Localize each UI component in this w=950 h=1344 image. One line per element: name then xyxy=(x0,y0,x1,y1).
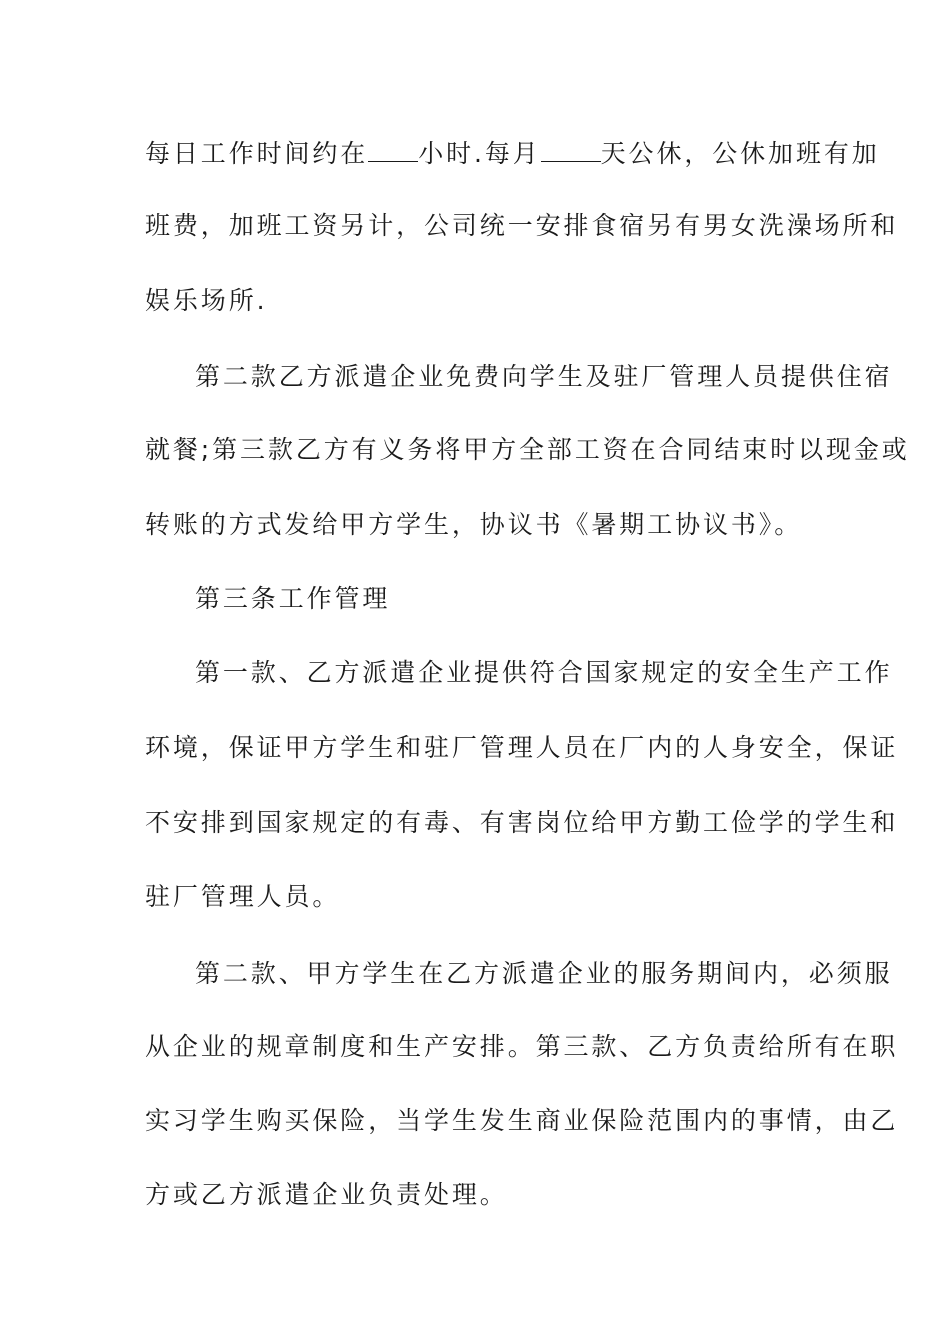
paragraph-line-5: 就餐;第三款乙方有义务将甲方全部工资在合同结束时以现金或 xyxy=(145,435,910,464)
line-1-text-after: 天公休，公休加班有加 xyxy=(600,139,880,168)
paragraph-line-12: 第二款、甲方学生在乙方派遣企业的服务期间内，必须服 xyxy=(195,959,893,988)
paragraph-line-4: 第二款乙方派遣企业免费向学生及驻厂管理人员提供住宿 xyxy=(195,362,893,391)
paragraph-line-10: 不安排到国家规定的有毒、有害岗位给甲方勤工俭学的学生和 xyxy=(145,808,899,837)
line-1-text-middle: 小时.每月 xyxy=(418,139,541,168)
paragraph-line-13: 从企业的规章制度和生产安排。第三款、乙方负责给所有在职 xyxy=(145,1032,899,1061)
paragraph-line-3: 娱乐场所. xyxy=(145,286,268,315)
paragraph-line-15: 方或乙方派遣企业负责处理。 xyxy=(145,1180,508,1209)
paragraph-line-2: 班费，加班工资另计，公司统一安排食宿另有男女洗澡场所和 xyxy=(145,211,899,240)
section-heading: 第三条工作管理 xyxy=(195,584,391,613)
paragraph-line-9: 环境，保证甲方学生和驻厂管理人员在厂内的人身安全，保证 xyxy=(145,733,899,762)
line-1-text-before: 每日工作时间约在 xyxy=(145,139,369,168)
blank-hours xyxy=(368,135,418,162)
paragraph-line-14: 实习学生购买保险，当学生发生商业保险范围内的事情，由乙 xyxy=(145,1106,899,1135)
paragraph-line-6: 转账的方式发给甲方学生，协议书《暑期工协议书》。 xyxy=(145,510,803,539)
paragraph-line-11: 驻厂管理人员。 xyxy=(145,882,341,911)
paragraph-line-1 xyxy=(145,134,880,174)
paragraph-line-8: 第一款、乙方派遣企业提供符合国家规定的安全生产工作 xyxy=(195,658,893,687)
blank-days xyxy=(541,135,601,162)
